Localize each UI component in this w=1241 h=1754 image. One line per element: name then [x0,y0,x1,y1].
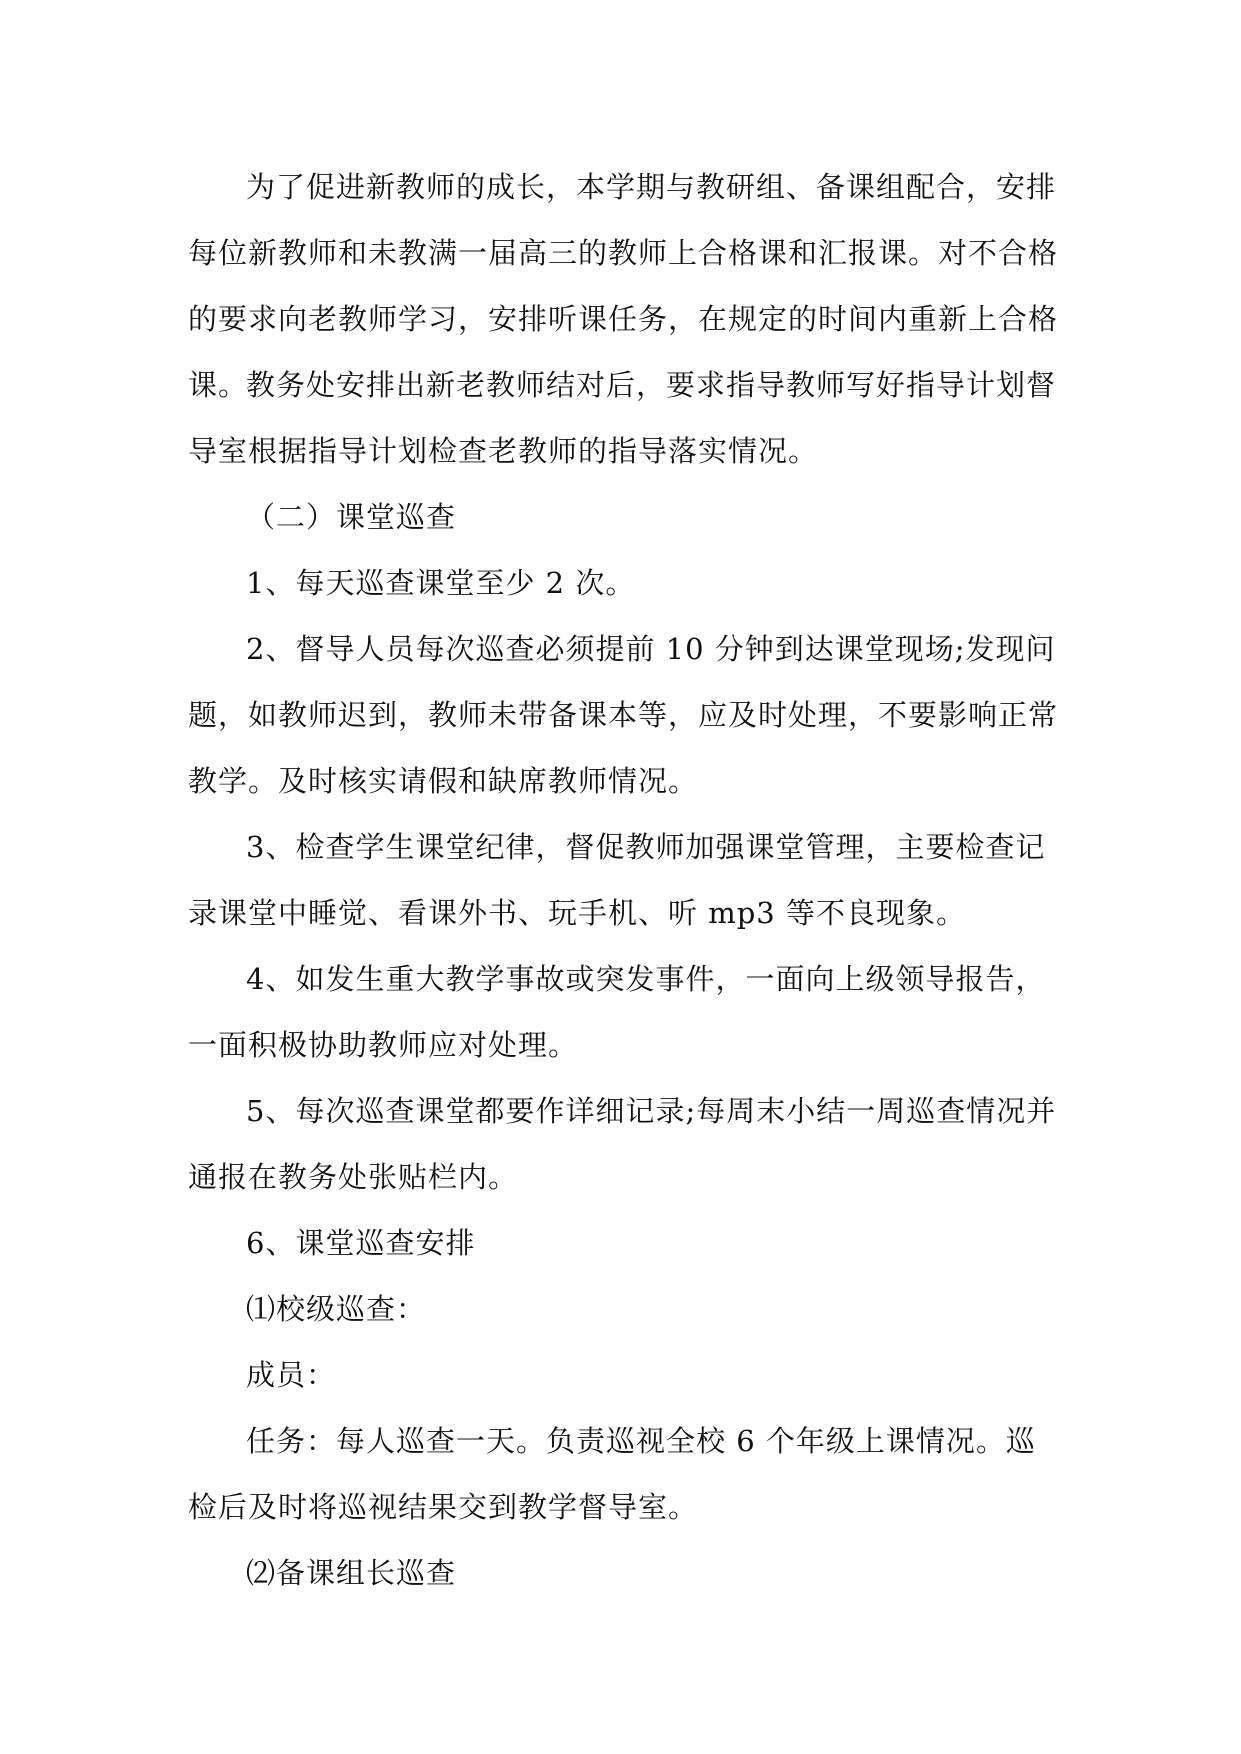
list-item-2: 2、督导人员每次巡查必须提前 10 分钟到达课堂现场;发现问题，如教师迟到，教师未带备课本等，应及时处理，不要影响正常教学。及时核实请假和缺席教师情况。 [188,632,1059,798]
paragraph-mentor-pairing: 教务处安排出新老教师结对后，要求指导教师写好指导计划督导室根据指导计划检查老教师的指导落实情况。 [188,368,1057,468]
task-paragraph: 任务：每人巡查一天。负责巡视全校 6 个年级上课情况。巡检后及时将巡视结果交到教学督导室。 [188,1424,1036,1524]
section-heading-classroom-patrol: （二）课堂巡查 [246,500,457,534]
list-item-6: 6、课堂巡查安排 [246,1226,476,1260]
list-item-5: 5、每次巡查课堂都要作详细记录;每周末小结一周巡查情况并通报在教务处张贴栏内。 [188,1094,1057,1194]
subheading-school-patrol: ⑴校级巡查： [246,1292,427,1326]
paragraph-new-teacher-growth: 为了促进新教师的成长，本学期与教研组、备课组配合，安排每位新教师和未教满一届高三的教师上合格课和汇报课。对不合格的要求向老教师学习，安排听课任务，在规定的时间内重新上合格课。 [188,170,1059,402]
list-item-1: 1、每天巡查课堂至少 2 次。 [246,566,636,600]
list-item-3: 3、检查学生课堂纪律，督促教师加强课堂管理，主要检查记录课堂中睡觉、看课外书、玩手机、听 mp3 等不良现象。 [188,830,1046,930]
members-label: 成员： [246,1358,337,1392]
subheading-group-leader-patrol: ⑵备课组长巡查 [246,1556,457,1590]
list-item-4: 4、如发生重大教学事故或突发事件，一面向上级领导报告，一面积极协助教师应对处理。 [188,962,1046,1062]
